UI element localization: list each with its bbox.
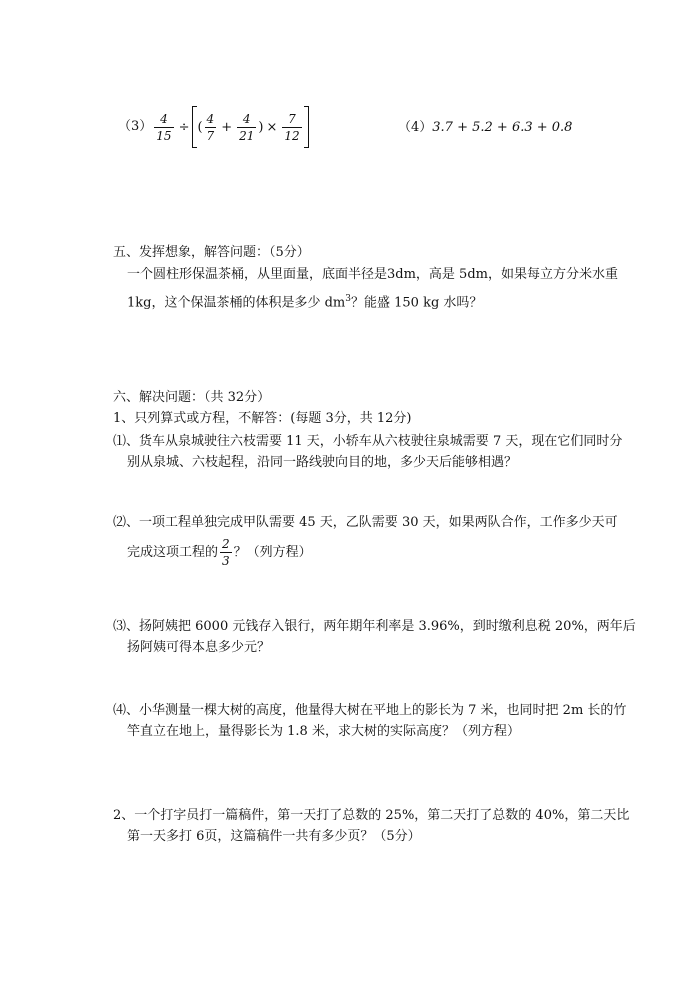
square-bracket-group <box>192 106 308 148</box>
section5-line2: 1kg，这个保温茶桶的体积是多少 $dm^3$？能盛 150 kg 水吗？ <box>127 294 483 311</box>
section6-title: 六、解决问题：（共 32分） <box>113 390 271 405</box>
calc-q4 <box>398 118 572 138</box>
question2-line2: 第一天多打 6页，这篇稿件一共有多少页？（5分） <box>127 829 421 844</box>
times-sign: × <box>266 119 278 135</box>
right-bracket <box>304 106 309 148</box>
problem4-line1: ⑷、小华测量一棵大树的高度，他量得大树在平地上的影长为 7 米，也同时把 2m 长的竹 <box>113 703 627 718</box>
divide-sign: ÷ <box>178 119 190 135</box>
calc-q4-expression: 3.7 + 5.2 + 6.3 + 0.8 <box>432 120 573 135</box>
problem1-line2: 别从泉城、六枝起程，沿同一路线驶向目的地，多少天后能够相遇？ <box>127 455 518 470</box>
fraction-4-7: $\frac{4}{7}$ <box>206 111 215 143</box>
section6-sub1: 1、只列算式或方程，不解答：(每题 3分，共 12分) <box>113 411 412 426</box>
fraction-4-15: $\frac{4}{15}$ <box>156 111 172 143</box>
cubic-exponent: 3 <box>345 294 351 304</box>
fraction-4-21: $\frac{4}{21}$ <box>239 111 255 143</box>
calc-q4-label: （4） <box>398 120 433 135</box>
question2-line1: 2、一个打字员打一篇稿件，第一天打了总数的 25%，第二天打了总数的 40%，第二天比 <box>113 808 630 823</box>
open-paren: ( <box>197 119 203 135</box>
section5-title: 五、发挥想象，解答问题：（5分） <box>113 245 310 260</box>
close-paren: ) <box>258 119 264 135</box>
calc-q3 <box>118 106 309 148</box>
problem1-line1: ⑴、货车从泉城驶往六枝需要 11 天，小轿车从六枝驶往泉城需要 7 天，现在它们同时分 <box>113 434 623 449</box>
section5-line1: 一个圆柱形保温茶桶，从里面量，底面半径是3dm，高是 5dm，如果每立方分米水重 <box>127 267 618 282</box>
problem3-line1: ⑶、扬阿姨把 6000 元钱存入银行，两年期年利率是 3.96%，到时缴利息税 20%，两年后 <box>113 619 636 634</box>
fraction-7-12: $\frac{7}{12}$ <box>284 111 300 143</box>
calc-q3-label: （3） <box>118 119 153 134</box>
problem2-line2: 完成这项工程的 $\frac{2}{3}$ ？（列方程） <box>127 537 312 568</box>
fraction-2-3: $\frac{2}{3}$ <box>222 537 230 568</box>
plus-sign: + <box>221 119 233 135</box>
problem4-line2: 竿直立在地上，量得影长为 1.8 米，求大树的实际高度？（列方程） <box>127 724 520 739</box>
problem3-line2: 扬阿姨可得本息多少元？ <box>127 640 271 655</box>
problem2-line1: ⑵、一项工程单独完成甲队需要 45 天，乙队需要 30 天，如果两队合作，工作多少天可 <box>113 515 618 530</box>
